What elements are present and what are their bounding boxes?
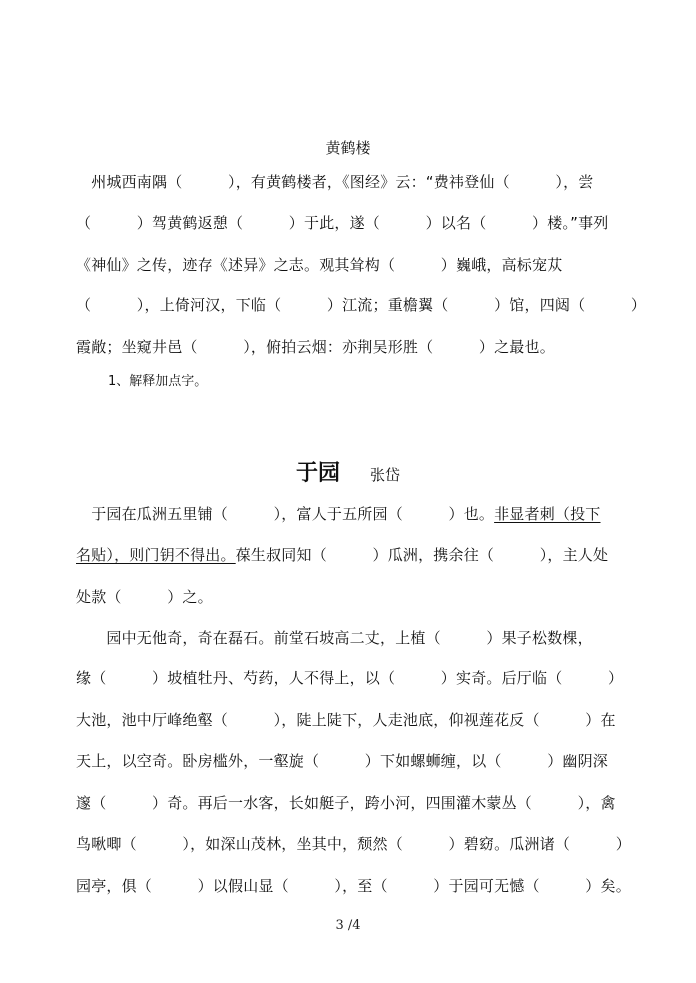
text-line: （ ）驾黄鹤返憩（ ）于此，遂（ ）以名（ ）楼。”事列 [76, 214, 609, 232]
text-line: 《神仙》之传，迹存《述异》之志。观其耸构（ ）巍峨，高标宠苁 [76, 256, 563, 274]
essay-title-yuyuan [0, 458, 696, 490]
text-line: （ ），上倚河汉，下临（ ）江流；重檐翼（ ）馆，四闼（ ） [76, 296, 647, 314]
text-segment: 于园在瓜洲五里铺（ ），富人于五所园（ ）也。 [76, 505, 495, 523]
text-line: 鸟啾唧（ ），如深山茂林，坐其中，颓然（ ）碧窈。瓜洲诸（ ） [76, 835, 631, 853]
page-number: 3 /4 [335, 918, 361, 933]
text-line: 邃（ ）奇。再后一水客，长如艇子，跨小河，四围灌木蒙丛（ ），禽 [76, 794, 616, 812]
text-line: 园亭，俱（ ）以假山显（ ），至（ ）于园可无憾（ ）矣。 [76, 877, 631, 895]
text-line: 处款（ ）之。 [76, 588, 213, 606]
underlined-text: 名贴），则门钥不得出。 [76, 546, 236, 564]
question-label: 1、解释加点字。 [108, 374, 208, 389]
text-line [76, 504, 636, 524]
text-line: 园中无他奇，奇在磊石。前堂石坡高二丈，上植（ ）果子松数棵， [76, 629, 593, 647]
text-line: 大池，池中厅峰绝壑（ ），陡上陡下，人走池底，仰视莲花反（ ）在 [76, 711, 616, 729]
text-line: 霞敞；坐窥井邑（ ），俯拍云烟：亦荆吴形胜（ ）之最也。 [76, 338, 555, 356]
text-line: 缘（ ）坡植牡丹、芍药，人不得上，以（ ）实奇。后厅临（ ） [76, 669, 624, 687]
text-line: 州城西南隅（ ），有黄鹤楼者，《图经》云：“费祎登仙（ ），尝 [76, 173, 594, 191]
text-line: 天上，以空奇。卧房槛外，一壑旋（ ）下如螺蛳缠，以（ ）幽阴深 [76, 752, 609, 770]
text-segment: 葆生叔同知（ ）瓜洲，携余往（ ），主人处 [235, 546, 609, 564]
underlined-text: 非显者刺（投下 [494, 505, 601, 523]
text-line [76, 545, 636, 565]
poem-title-huanghelou: 黄鹤楼 [325, 139, 371, 157]
essay-author: 张岱 [370, 466, 401, 484]
essay-title: 于园 [295, 460, 340, 486]
